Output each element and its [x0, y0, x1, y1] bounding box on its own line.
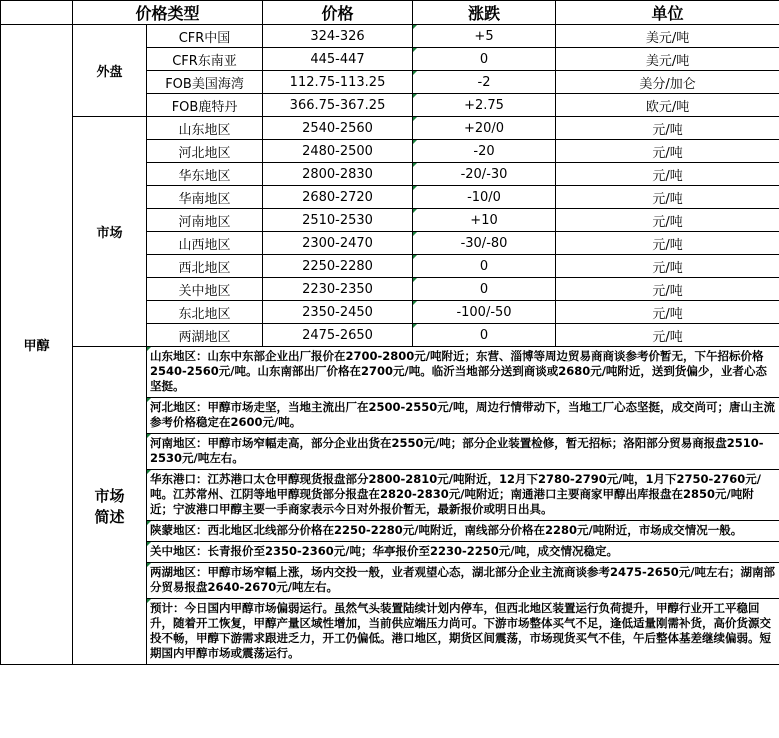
row-type: FOB美国海湾 — [147, 71, 263, 94]
product-label: 甲醇 — [1, 25, 73, 665]
row-price: 366.75-367.25 — [263, 94, 413, 117]
table-row — [1, 25, 779, 48]
row-type: 山西地区 — [147, 232, 263, 255]
row-unit: 美元/吨 — [556, 48, 779, 71]
group-outer: 外盘 — [73, 25, 147, 117]
row-price: 2480-2500 — [263, 140, 413, 163]
note-forecast: 预计：今日国内甲醇市场偏弱运行。虽然气头装置陆续计划内停车，但西北地区装置运行负荷提升，甲醇行业开工平稳回升，随着开工恢复，甲醇产量区域性增加，当前供应端压力尚可。下游市场整体买气不足，逢低适量刚需补货，高价货源交投不畅，甲醇下游需求跟进乏力，开工仍偏低。港口地区，期货区间震荡，市场现货买气不佳，午后整体基差继续偏弱。短期国内甲醇市场或震荡运行。 — [147, 599, 779, 665]
note-guanzhong: 关中地区：长青报价至2350-2360元/吨；华亭报价至2230-2250元/吨，成交情况稳定。 — [147, 542, 779, 563]
row-change: -20 — [413, 140, 556, 163]
row-change: 0 — [413, 278, 556, 301]
row-type: FOB鹿特丹 — [147, 94, 263, 117]
note-hebei: 河北地区：甲醇市场走坚，当地主流出厂在2500-2550元/吨，周边行情带动下，当地工厂心态坚挺，成交尚可；唐山主流参考价格稳定在2600元/吨。 — [147, 398, 779, 434]
table-row — [1, 117, 779, 140]
row-price: 2350-2450 — [263, 301, 413, 324]
header-row — [1, 1, 779, 25]
row-price: 2250-2280 — [263, 255, 413, 278]
row-type: 两湖地区 — [147, 324, 263, 347]
group-summary: 市场 简述 — [73, 347, 147, 665]
row-unit: 元/吨 — [556, 186, 779, 209]
header-corner — [1, 1, 73, 25]
row-price: 2300-2470 — [263, 232, 413, 255]
row-change: -30/-80 — [413, 232, 556, 255]
row-change: +5 — [413, 25, 556, 48]
row-unit: 元/吨 — [556, 163, 779, 186]
row-change: -2 — [413, 71, 556, 94]
header-price-type: 价格类型 — [73, 1, 263, 25]
row-unit: 元/吨 — [556, 209, 779, 232]
note-east-port: 华东港口：江苏港口太仓甲醇现货报盘部分2800-2810元/吨附近，12月下2780-2790元/吨，1月下2750-2760元/吨。江苏常州、江阴等地甲醇现货部分报盘在2820-2830元/吨附近；南通港口主要商家甲醇出库报盘在2850元/吨附近；宁波港口甲醇主要一手商家表示今日对外报价暂无，最新报价或明日出具。 — [147, 470, 779, 521]
row-price: 2230-2350 — [263, 278, 413, 301]
row-change: -20/-30 — [413, 163, 556, 186]
row-change: 0 — [413, 255, 556, 278]
row-type: 河南地区 — [147, 209, 263, 232]
row-price: 2540-2560 — [263, 117, 413, 140]
header-change: 涨跌 — [413, 1, 556, 25]
row-unit: 元/吨 — [556, 232, 779, 255]
header-unit: 单位 — [556, 1, 779, 25]
row-unit: 美分/加仑 — [556, 71, 779, 94]
row-type: 河北地区 — [147, 140, 263, 163]
row-change: +20/0 — [413, 117, 556, 140]
row-price: 324-326 — [263, 25, 413, 48]
note-shandong: 山东地区：山东中东部企业出厂报价在2700-2800元/吨附近；东营、淄博等周边贸易商商谈参考价暂无，下午招标价格2540-2560元/吨。山东南部出厂价格在2700元/吨。临沂当地部分送到商谈或2680元/吨附近，送到货偏少，业者心态坚挺。 — [147, 347, 779, 398]
row-unit: 元/吨 — [556, 255, 779, 278]
row-type: CFR东南亚 — [147, 48, 263, 71]
row-type: 华东地区 — [147, 163, 263, 186]
row-change: 0 — [413, 324, 556, 347]
row-unit: 美元/吨 — [556, 25, 779, 48]
row-price: 2800-2830 — [263, 163, 413, 186]
row-unit: 元/吨 — [556, 301, 779, 324]
note-lianghu: 两湖地区：甲醇市场窄幅上涨，场内交投一般，业者观望心态，湖北部分企业主流商谈参考2475-2650元/吨左右；湖南部分贸易报盘2640-2670元/吨左右。 — [147, 563, 779, 599]
row-unit: 元/吨 — [556, 278, 779, 301]
header-price: 价格 — [263, 1, 413, 25]
row-type: 西北地区 — [147, 255, 263, 278]
row-change: +10 — [413, 209, 556, 232]
row-unit: 元/吨 — [556, 117, 779, 140]
row-unit: 欧元/吨 — [556, 94, 779, 117]
row-price: 112.75-113.25 — [263, 71, 413, 94]
row-change: 0 — [413, 48, 556, 71]
note-row — [1, 347, 779, 398]
row-type: 山东地区 — [147, 117, 263, 140]
row-unit: 元/吨 — [556, 324, 779, 347]
note-henan: 河南地区：甲醇市场窄幅走高，部分企业出货在2550元/吨；部分企业装置检修，暂无招标；洛阳部分贸易商报盘2510-2530元/吨左右。 — [147, 434, 779, 470]
row-change: +2.75 — [413, 94, 556, 117]
row-change: -10/0 — [413, 186, 556, 209]
row-price: 2680-2720 — [263, 186, 413, 209]
row-unit: 元/吨 — [556, 140, 779, 163]
row-type: 华南地区 — [147, 186, 263, 209]
note-shaanmeng: 陕蒙地区：西北地区北线部分价格在2250-2280元/吨附近，南线部分价格在2280元/吨附近，市场成交情况一般。 — [147, 521, 779, 542]
row-type: 东北地区 — [147, 301, 263, 324]
row-type: 关中地区 — [147, 278, 263, 301]
row-price: 2510-2530 — [263, 209, 413, 232]
row-type: CFR中国 — [147, 25, 263, 48]
row-price: 2475-2650 — [263, 324, 413, 347]
row-price: 445-447 — [263, 48, 413, 71]
group-market: 市场 — [73, 117, 147, 347]
row-change: -100/-50 — [413, 301, 556, 324]
